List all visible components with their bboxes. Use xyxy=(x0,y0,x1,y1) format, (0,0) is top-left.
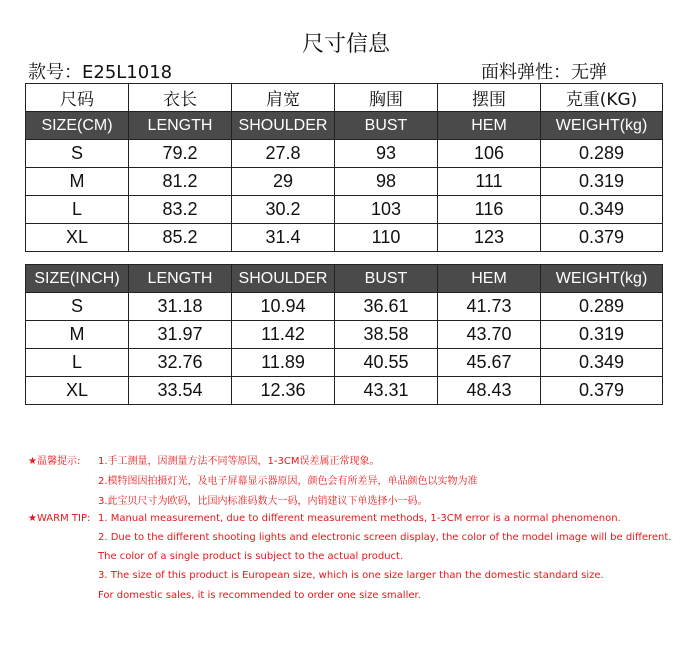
header-cell: 克重(KG) xyxy=(541,84,663,112)
en-tip-line: 3. The size of this product is European size, which is one size larger than the domestic standard size. xyxy=(98,570,604,581)
table-cell: 12.36 xyxy=(232,377,335,405)
header-cell: 衣长 xyxy=(129,84,232,112)
table-cell: 0.379 xyxy=(541,224,663,252)
table-cell: 81.2 xyxy=(129,168,232,196)
cn-tip-line: 1.手工测量，因测量方法不同等原因，1-3CM误差属正常现象。 xyxy=(98,456,380,467)
table-cell: M xyxy=(26,168,129,196)
header-cell: WEIGHT(kg) xyxy=(541,265,663,293)
page-title: 尺寸信息 xyxy=(301,32,390,57)
table-cell: S xyxy=(26,140,129,168)
cn-tip-line: 2.模特图因拍摄灯光，及电子屏幕显示器原因，颜色会有所差异，单品颜色以实物为准 xyxy=(98,476,478,487)
table-cell: 106 xyxy=(438,140,541,168)
table-cell: 0.349 xyxy=(541,349,663,377)
header-cell: LENGTH xyxy=(129,112,232,140)
table-cell: 0.379 xyxy=(541,377,663,405)
table-row xyxy=(26,349,663,377)
en-tip-line: The color of a single product is subject to the actual product. xyxy=(98,551,404,562)
header-cell: HEM xyxy=(438,265,541,293)
table-row xyxy=(26,377,663,405)
fabric-elasticity: 面料弹性：无弹 xyxy=(481,62,607,83)
table-cell: M xyxy=(26,321,129,349)
table-cell: 85.2 xyxy=(129,224,232,252)
header-cell: WEIGHT(kg) xyxy=(541,112,663,140)
table-cell: 103 xyxy=(335,196,438,224)
table-cell: 79.2 xyxy=(129,140,232,168)
en-tip-line: 1. Manual measurement, due to different measurement methods, 1-3CM error is a normal phenomenon. xyxy=(98,513,621,524)
header-cell: HEM xyxy=(438,112,541,140)
table-cell: 0.319 xyxy=(541,321,663,349)
cn-tip-label: ★温馨提示: xyxy=(28,456,81,467)
header-row-cn xyxy=(26,84,663,112)
table-cell: 38.58 xyxy=(335,321,438,349)
table-cell: 29 xyxy=(232,168,335,196)
en-tip-line: 2. Due to the different shooting lights and electronic screen display, the color of the model image will be different. xyxy=(98,532,672,543)
table-row xyxy=(26,321,663,349)
table-cell: 111 xyxy=(438,168,541,196)
table-cell: 0.289 xyxy=(541,140,663,168)
header-cell: BUST xyxy=(335,265,438,293)
table-row xyxy=(26,293,663,321)
table-row xyxy=(26,140,663,168)
table-cell: 123 xyxy=(438,224,541,252)
table-cell: 11.89 xyxy=(232,349,335,377)
table-cell: 41.73 xyxy=(438,293,541,321)
table-cell: 45.67 xyxy=(438,349,541,377)
table-cell: 43.31 xyxy=(335,377,438,405)
table-cell: XL xyxy=(26,377,129,405)
header-cell: 胸围 xyxy=(335,84,438,112)
table-row xyxy=(26,196,663,224)
table-cell: 110 xyxy=(335,224,438,252)
header-cell: SIZE(CM) xyxy=(26,112,129,140)
table-cell: 10.94 xyxy=(232,293,335,321)
table-cell: L xyxy=(26,196,129,224)
table-cell: S xyxy=(26,293,129,321)
header-row-en xyxy=(26,112,663,140)
table-cell: 116 xyxy=(438,196,541,224)
header-cell: SHOULDER xyxy=(232,112,335,140)
header-row-en xyxy=(26,265,663,293)
header-cell: 尺码 xyxy=(26,84,129,112)
size-table-inch xyxy=(25,264,663,405)
table-cell: 0.349 xyxy=(541,196,663,224)
table-cell: XL xyxy=(26,224,129,252)
table-cell: 31.4 xyxy=(232,224,335,252)
table-row xyxy=(26,168,663,196)
table-cell: 0.319 xyxy=(541,168,663,196)
table-cell: 43.70 xyxy=(438,321,541,349)
table-cell: L xyxy=(26,349,129,377)
en-tip-line: For domestic sales, it is recommended to order one size smaller. xyxy=(98,590,421,601)
header-cell: SIZE(INCH) xyxy=(26,265,129,293)
table-cell: 36.61 xyxy=(335,293,438,321)
table-cell: 31.18 xyxy=(129,293,232,321)
table-cell: 40.55 xyxy=(335,349,438,377)
table-cell: 83.2 xyxy=(129,196,232,224)
table-row xyxy=(26,224,663,252)
header-cell: 摆围 xyxy=(438,84,541,112)
table-cell: 32.76 xyxy=(129,349,232,377)
en-tip-label: ★WARM TIP: xyxy=(28,513,91,524)
size-table-cm xyxy=(25,83,663,252)
table-cell: 11.42 xyxy=(232,321,335,349)
table-cell: 98 xyxy=(335,168,438,196)
table-cell: 48.43 xyxy=(438,377,541,405)
table-cell: 93 xyxy=(335,140,438,168)
cn-tip-line: 3.此宝贝尺寸为欧码，比国内标准码数大一码，内销建议下单选择小一码。 xyxy=(98,496,428,507)
table-cell: 0.289 xyxy=(541,293,663,321)
table-cell: 33.54 xyxy=(129,377,232,405)
table-cell: 27.8 xyxy=(232,140,335,168)
header-cell: BUST xyxy=(335,112,438,140)
header-cell: 肩宽 xyxy=(232,84,335,112)
product-code: 款号：E25L1018 xyxy=(28,62,173,83)
header-cell: SHOULDER xyxy=(232,265,335,293)
table-cell: 30.2 xyxy=(232,196,335,224)
table-cell: 31.97 xyxy=(129,321,232,349)
header-cell: LENGTH xyxy=(129,265,232,293)
